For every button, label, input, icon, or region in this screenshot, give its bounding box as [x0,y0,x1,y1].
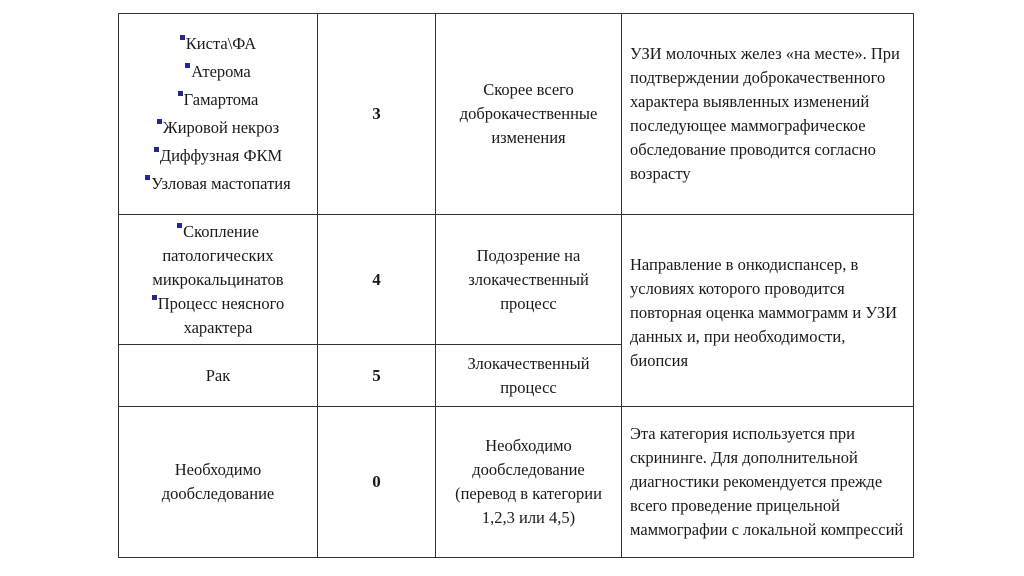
finding-item: Диффузная ФКМ [159,146,283,165]
assessment-cell: Скорее всего доброкачественные изменения [436,14,622,215]
bullet-icon [180,35,185,40]
bullet-icon [178,91,183,96]
table-row [119,14,914,215]
assessment-cell: Злокачественный процесс [436,345,622,407]
finding-item: Киста\ФА [185,34,257,53]
assessment-cell: Подозрение на злокачественный процесс [436,215,622,345]
finding-item: Узловая мастопатия [151,174,291,193]
category-cell: 0 [318,407,436,558]
recommendation-cell: Эта категория используется при скрининге. Для дополнительной диагностики рекомендуется прежде всего проведение прицельной маммографии с локальной компрессий [622,407,914,558]
recommendation-cell: УЗИ молочных желез «на месте». При подтверждении доброкачественного характера выявленных изменений последующее маммографическое обследование проводится согласно возрасту [622,14,914,215]
bullet-icon [145,175,150,180]
bullet-icon [177,223,182,228]
assessment-cell: Необходимо дообследование (перевод в категории 1,2,3 или 4,5) [436,407,622,558]
finding-item: Атерома [191,62,251,81]
finding-item: Жировой некроз [162,118,280,137]
birads-table [118,13,914,558]
findings-cell [119,215,318,345]
table-row [119,407,914,558]
category-cell: 3 [318,14,436,215]
findings-cell [119,14,318,215]
bullet-icon [157,119,162,124]
finding-item: Скопление патологических микрокальцинатов [152,221,284,289]
findings-cell: Рак [119,345,318,407]
finding-item: Процесс неясного характера [157,293,285,337]
findings-cell: Необходимо дообследование [119,407,318,558]
bullet-icon [152,295,157,300]
category-cell: 4 [318,215,436,345]
bullet-icon [154,147,159,152]
bullet-icon [185,63,190,68]
finding-item: Гамартома [183,90,259,109]
table-row [119,215,914,345]
recommendation-cell: Направление в онкодиспансер, в условиях которого проводится повторная оценка маммограмм и УЗИ данных и, при необходимости, биопсия [622,215,914,407]
category-cell: 5 [318,345,436,407]
